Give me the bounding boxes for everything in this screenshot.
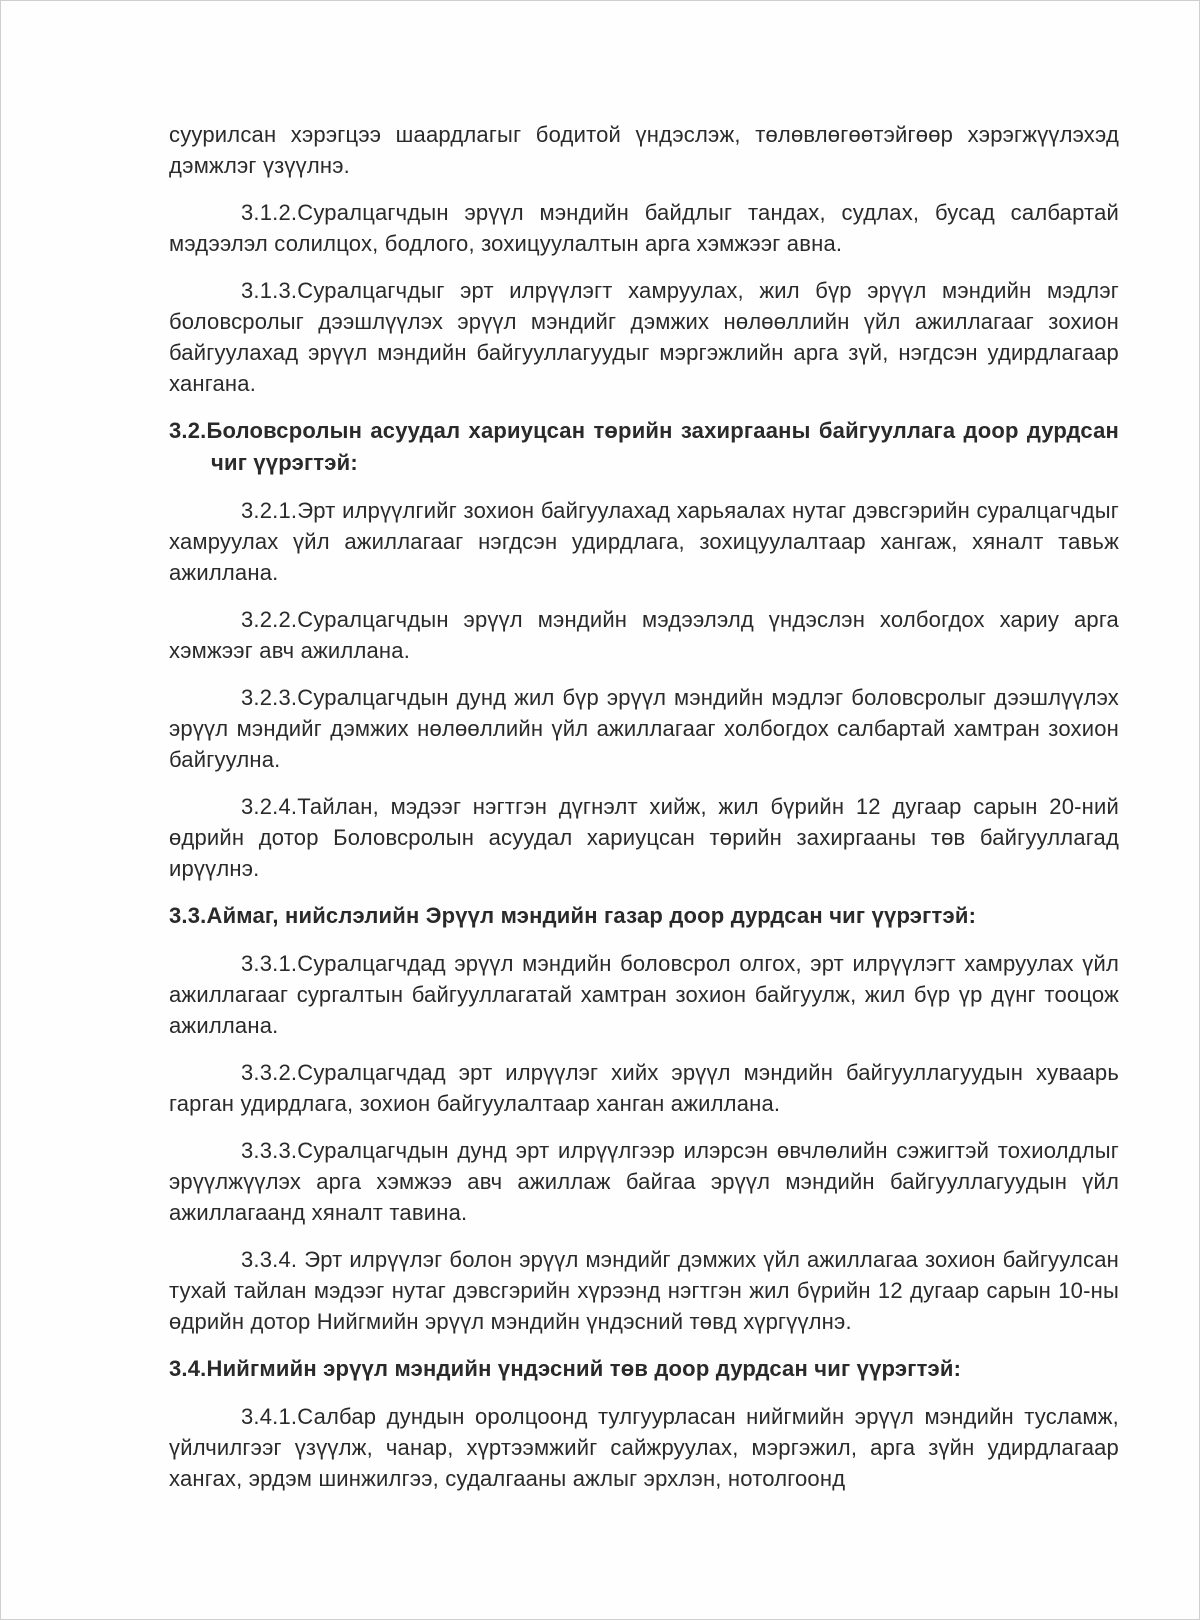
paragraph-3-1-3: 3.1.3.Суралцагчдыг эрт илрүүлэгт хамруулах, жил бүр эрүүл мэндийн мэдлэг боловсролыг дээшлүүлэх эрүүл мэндийг дэмжих нөлөөллийн үйл ажиллагааг зохион байгуулахад эрүүл мэндийн байгууллагуудыг мэргэжлийн арга зүй, нэгдсэн удирдлагаар хангана. — [169, 278, 1119, 396]
document-body — [169, 119, 1119, 1510]
paragraph-3-3-2: 3.3.2.Суралцагчдад эрт илрүүлэг хийх эрүүл мэндийн байгууллагуудын хуваарь гарган удирдлага, зохион байгуулалтаар ханган ажиллана. — [169, 1060, 1119, 1116]
paragraph-3-2-4: 3.2.4.Тайлан, мэдээг нэгтгэн дүгнэлт хийж, жил бүрийн 12 дугаар сарын 20-ний өдрийн дотор Боловсролын асуудал хариуцсан төрийн захиргааны төв байгууллагад ирүүлнэ. — [169, 794, 1119, 881]
section-heading-3-3: 3.3.Аймаг, нийслэлийн Эрүүл мэндийн газар доор дурдсан чиг үүрэгтэй: — [169, 903, 977, 928]
section-heading-3-2: 3.2.Боловсролын асуудал хариуцсан төрийн захиргааны байгууллага доор дурдсан чиг үүрэгтэй: — [169, 418, 1119, 475]
paragraph-continuation: суурилсан хэрэгцээ шаардлагыг бодитой үндэслэж, төлөвлөгөөтэйгөөр хэрэгжүүлэхэд дэмжлэг үзүүлнэ. — [169, 122, 1119, 178]
paragraph-3-2-1: 3.2.1.Эрт илрүүлгийг зохион байгуулахад харьяалах нутаг дэвсгэрийн суралцагчдыг хамруулах үйл ажиллагааг нэгдсэн удирдлага, зохицуулалтаар хангаж, хяналт тавьж ажиллана. — [169, 498, 1119, 585]
section-heading-3-4: 3.4.Нийгмийн эрүүл мэндийн үндэсний төв доор дурдсан чиг үүрэгтэй: — [169, 1356, 962, 1381]
paragraph-3-2-2: 3.2.2.Суралцагчдын эрүүл мэндийн мэдээлэлд үндэслэн холбогдох хариу арга хэмжээг авч ажиллана. — [169, 607, 1119, 663]
paragraph-3-4-1: 3.4.1.Салбар дундын оролцоонд тулгуурласан нийгмийн эрүүл мэндийн тусламж, үйлчилгээг үзүүлж, чанар, хүртээмжийг сайжруулах, мэргэжил, арга зүйн удирдлагаар хангах, эрдэм шинжилгээ, судалгааны ажлыг эрхлэн, нотолгоонд — [169, 1404, 1119, 1491]
paragraph-3-2-3: 3.2.3.Суралцагчдын дунд жил бүр эрүүл мэндийн мэдлэг боловсролыг дээшлүүлэх эрүүл мэндийг дэмжих нөлөөллийн үйл ажиллагааг холбогдох салбартай хамтран зохион байгуулна. — [169, 685, 1119, 772]
paragraph-3-1-2: 3.1.2.Суралцагчдын эрүүл мэндийн байдлыг тандах, судлах, бусад салбартай мэдээлэл солилцох, бодлого, зохицуулалтын арга хэмжээг авна. — [169, 200, 1119, 256]
paragraph-3-3-1: 3.3.1.Суралцагчдад эрүүл мэндийн боловсрол олгох, эрт илрүүлэгт хамруулах үйл ажиллагааг сургалтын байгууллагатай хамтран зохион байгуулж, жил бүр үр дүнг тооцож ажиллана. — [169, 951, 1119, 1038]
paragraph-3-3-3: 3.3.3.Суралцагчдын дунд эрт илрүүлгээр илэрсэн өвчлөлийн сэжигтэй тохиолдлыг эрүүлжүүлэх арга хэмжээ авч ажиллаж байгаа эрүүл мэндийн байгууллагуудын үйл ажиллагаанд хяналт тавина. — [169, 1138, 1119, 1225]
paragraph-3-3-4: 3.3.4. Эрт илрүүлэг болон эрүүл мэндийг дэмжих үйл ажиллагаа зохион байгуулсан тухай тайлан мэдээг нутаг дэвсгэрийн хүрээнд нэгтгэн жил бүрийн 12 дугаар сарын 10-ны өдрийн дотор Нийгмийн эрүүл мэндийн үндэсний төвд хүргүүлнэ. — [169, 1247, 1119, 1334]
